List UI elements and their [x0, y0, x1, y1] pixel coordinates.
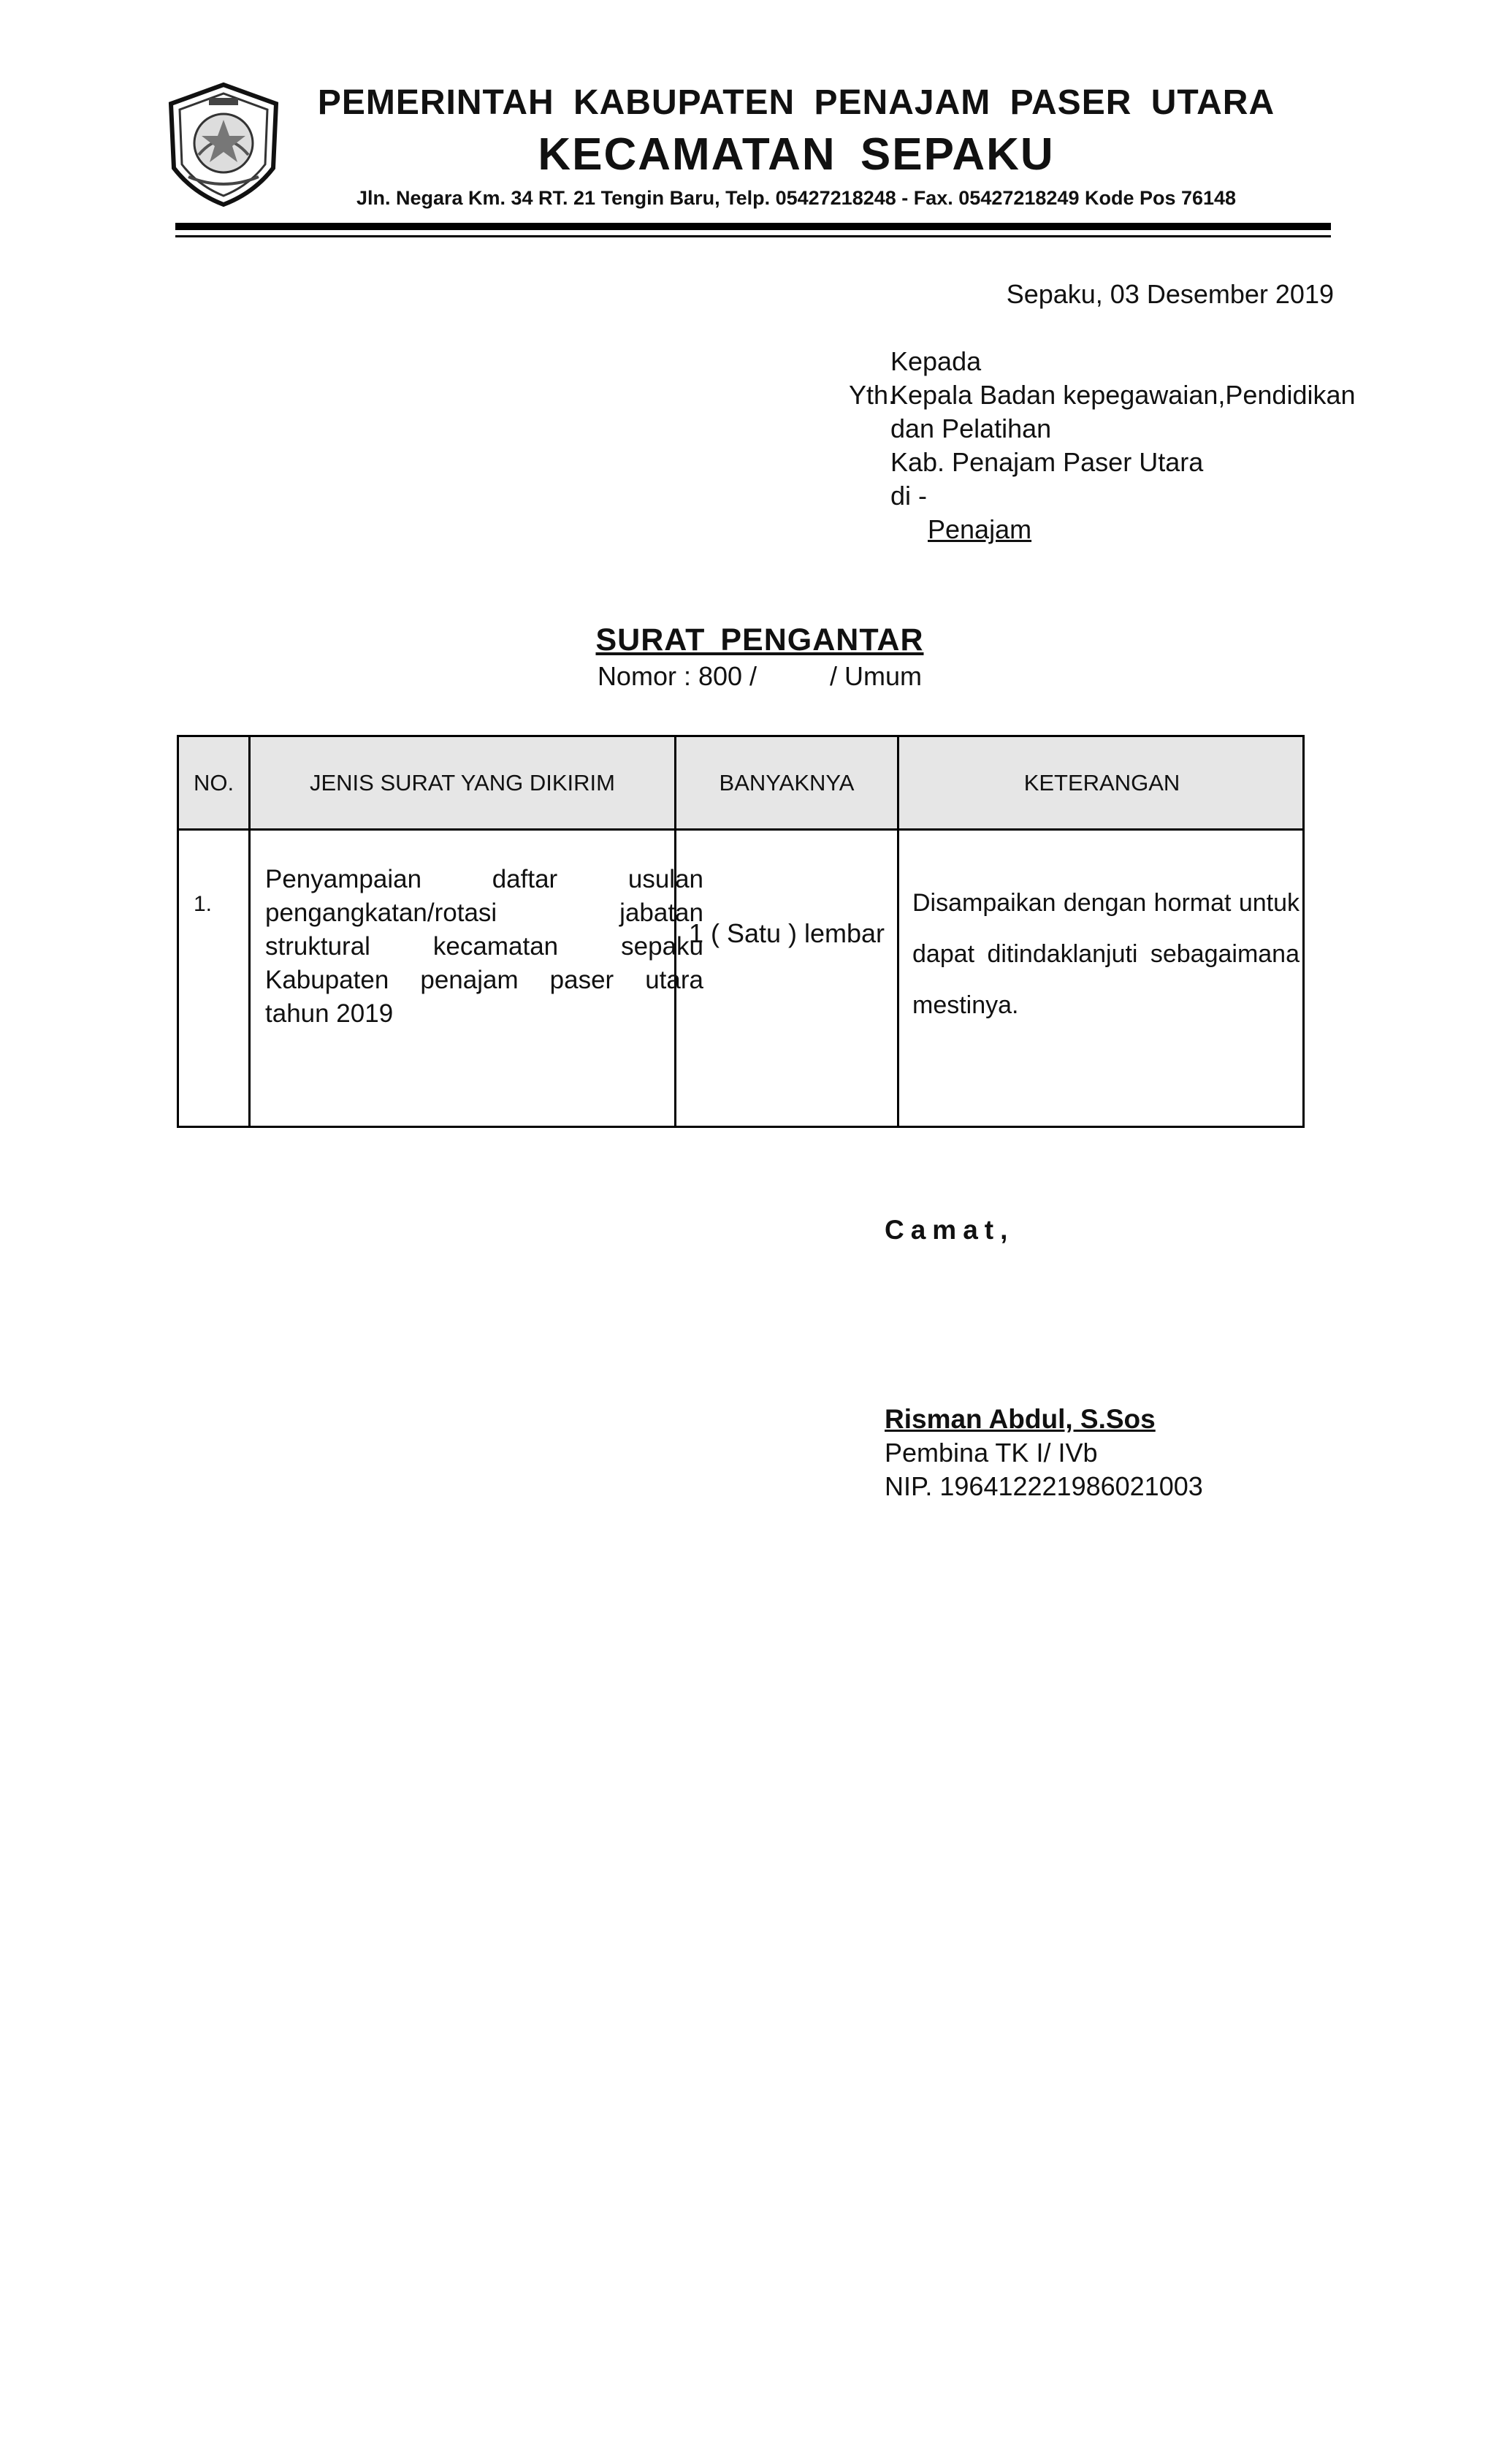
row-banyaknya: 1 ( Satu ) lembar [688, 918, 885, 948]
letterhead-rule-thick [175, 223, 1331, 230]
letterhead-address: Jln. Negara Km. 34 RT. 21 Tengin Baru, Telp. 05427218248 - Fax. 05427218249 Kode Pos 76148 [356, 187, 1237, 209]
header-jenis: JENIS SURAT YANG DIKIRIM [309, 769, 615, 796]
document-number: Nomor : 800 / / Umum [597, 661, 923, 691]
row-jenis-line: struktural kecamatan sepaku [265, 932, 703, 961]
recipient-kepada: Kepada [890, 346, 982, 376]
signature-nip: NIP. 196412221986021003 [885, 1471, 1203, 1501]
signature-name: Risman Abdul, S.Sos [885, 1404, 1156, 1434]
row-keterangan-line: Disampaikan dengan hormat untuk [912, 889, 1300, 917]
header-divider [179, 828, 1302, 831]
row-no: 1. [194, 892, 213, 916]
row-jenis-line: pengangkatan/rotasi jabatan [265, 899, 703, 927]
document-title: SURAT PENGANTAR [595, 622, 924, 657]
date-line: Sepaku, 03 Desember 2019 [1006, 279, 1334, 309]
letterhead-rule-thin [175, 235, 1331, 237]
letter-table [177, 735, 1305, 1128]
row-jenis-line: Kabupaten penajam paser utara [265, 966, 703, 994]
row-keterangan [912, 877, 1300, 1031]
header-keterangan: KETERANGAN [1023, 769, 1180, 796]
signature-rank: Pembina TK I/ IVb [885, 1438, 1098, 1468]
row-keterangan-line: mestinya. [912, 991, 1019, 1019]
letterhead-line1: PEMERINTAH KABUPATEN PENAJAM PASER UTARA [317, 83, 1275, 122]
row-keterangan-line: dapat ditindaklanjuti sebagaimana [912, 940, 1300, 968]
recipient-line2: dan Pelatihan [890, 413, 1052, 443]
recipient-line1: Kepala Badan kepegawaian,Pendidikan [890, 380, 1356, 410]
recipient-line5: Penajam [928, 514, 1032, 544]
row-jenis-line: Penyampaian daftar usulan [265, 865, 703, 893]
recipient-yth: Yth. [849, 380, 896, 410]
signature-title: Camat, [885, 1215, 1015, 1245]
row-jenis [265, 863, 703, 1031]
recipient-line3: Kab. Penajam Paser Utara [890, 447, 1204, 477]
header-no: NO. [193, 769, 234, 796]
recipient-line4: di - [890, 481, 928, 511]
header-banyaknya: BANYAKNYA [719, 769, 855, 796]
row-jenis-line: tahun 2019 [265, 999, 394, 1028]
letterhead-line2: KECAMATAN SEPAKU [538, 129, 1055, 180]
